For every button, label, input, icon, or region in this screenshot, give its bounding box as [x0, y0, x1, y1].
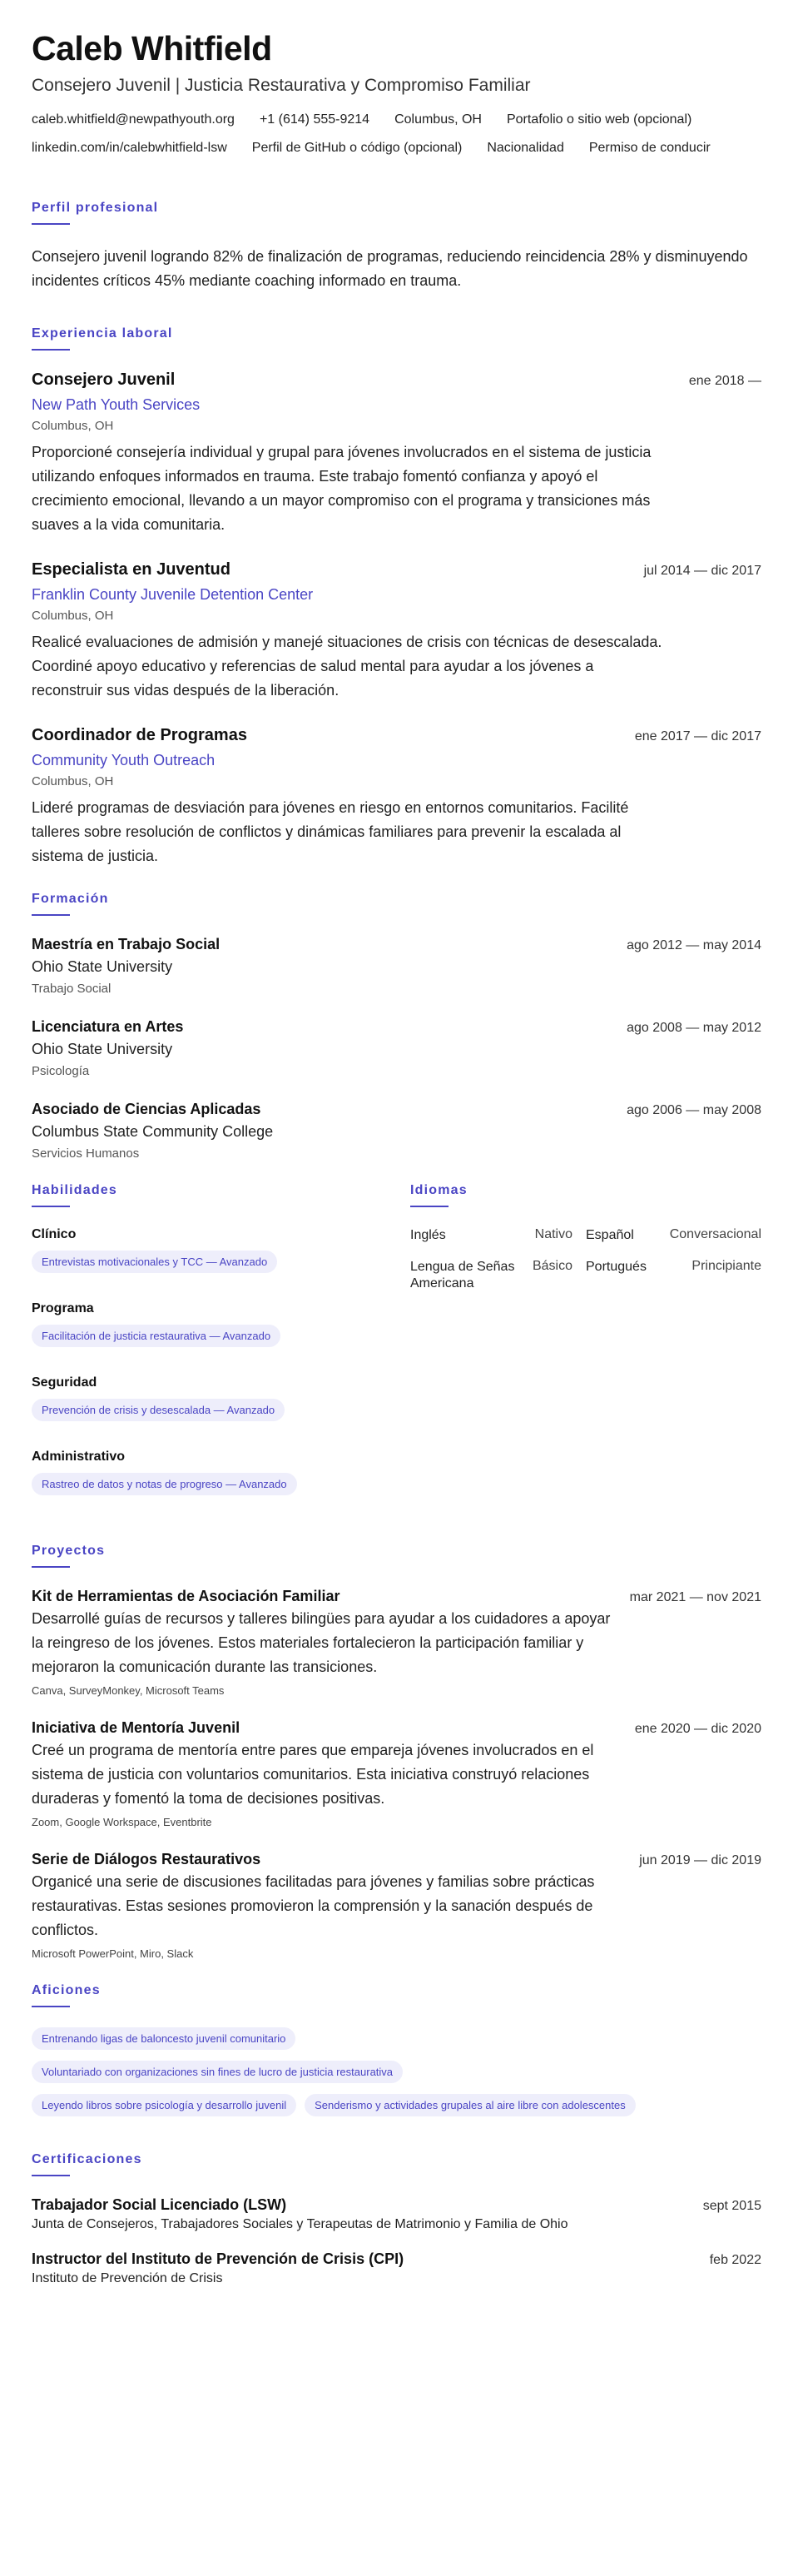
- language-item: [410, 1259, 586, 1292]
- language-item: [586, 1227, 761, 1244]
- hobby-chip: Senderismo y actividades grupales al aire libre con adolescentes: [305, 2094, 636, 2116]
- skill-group: [32, 1450, 410, 1504]
- skill-group: [32, 1375, 410, 1430]
- resume-header: [32, 30, 761, 169]
- section-divider: [32, 1566, 70, 1568]
- section-title: Aficiones: [32, 1983, 101, 1998]
- school-name: Ohio State University: [32, 958, 173, 976]
- language-name: Inglés: [410, 1228, 446, 1243]
- experience-item: [32, 370, 761, 537]
- projects-section: [32, 1544, 761, 1960]
- section-title: Perfil profesional: [32, 201, 159, 216]
- project-item: [32, 1851, 761, 1960]
- language-level: Principiante: [691, 1259, 761, 1274]
- contact-linkedin[interactable]: linkedin.com/in/calebwhitfield-lsw: [32, 141, 227, 156]
- education-item: [32, 936, 761, 996]
- summary-text: Consejero juvenil logrando 82% de finalización de programas, reduciendo reincidencia 28% y disminuyendo incidentes críticos 45% mediante coaching informado en trauma.: [32, 248, 748, 290]
- section-title: Habilidades: [32, 1183, 118, 1198]
- hobby-chip: Entrenando ligas de baloncesto juvenil comunitario: [32, 2027, 295, 2050]
- languages-section: [410, 1183, 761, 1524]
- school-name: Ohio State University: [32, 1041, 173, 1058]
- education-dates: ago 2008 — may 2012: [627, 1021, 761, 1036]
- section-divider: [32, 223, 70, 225]
- experience-item: [32, 560, 761, 703]
- experience-item: [32, 726, 761, 868]
- education-dates: ago 2012 — may 2014: [627, 938, 761, 953]
- contact-nationality: Nacionalidad: [487, 141, 564, 156]
- skills-section: [32, 1183, 410, 1524]
- language-level: Nativo: [534, 1227, 572, 1242]
- candidate-headline: Consejero Juvenil | Justicia Restaurativa y Compromiso Familiar: [32, 76, 531, 96]
- language-list: [410, 1227, 761, 1307]
- skills-languages-row: [32, 1183, 761, 1524]
- degree-title: Licenciatura en Artes: [32, 1018, 184, 1036]
- skill-category: Clínico: [32, 1227, 77, 1242]
- school-name: Columbus State Community College: [32, 1123, 274, 1141]
- project-name: Iniciativa de Mentoría Juvenil: [32, 1719, 240, 1737]
- skill-chip: Entrevistas motivacionales y TCC — Avanzado: [32, 1251, 277, 1273]
- summary-section: [32, 201, 761, 293]
- skill-group: [32, 1301, 410, 1355]
- section-divider: [32, 2175, 70, 2176]
- job-organization: Franklin County Juvenile Detention Center: [32, 586, 314, 604]
- contact-driving-license: Permiso de conducir: [588, 141, 711, 156]
- certification-item: [32, 2250, 761, 2286]
- job-location: Columbus, OH: [32, 419, 114, 434]
- project-tools: Canva, SurveyMonkey, Microsoft Teams: [32, 1684, 225, 1698]
- section-divider: [32, 349, 70, 351]
- field-of-study: Servicios Humanos: [32, 1146, 140, 1161]
- job-location: Columbus, OH: [32, 609, 114, 624]
- language-level: Conversacional: [669, 1227, 761, 1242]
- language-name: Español: [586, 1228, 634, 1243]
- hobbies-section: [32, 1983, 761, 2127]
- education-dates: ago 2006 — may 2008: [627, 1103, 761, 1118]
- hobby-chip-list: [32, 2027, 761, 2127]
- skill-category: Programa: [32, 1301, 94, 1316]
- job-dates: ene 2017 — dic 2017: [634, 729, 761, 744]
- job-title: Especialista en Juventud: [32, 560, 230, 579]
- hobby-chip: Leyendo libros sobre psicología y desarrollo juvenil: [32, 2094, 296, 2116]
- field-of-study: Psicología: [32, 1064, 90, 1079]
- section-divider: [32, 2006, 70, 2007]
- contact-github[interactable]: Perfil de GitHub o código (opcional): [251, 141, 463, 156]
- section-title: Idiomas: [410, 1183, 468, 1198]
- section-title: Certificaciones: [32, 2152, 142, 2167]
- project-description: Organicé una serie de discusiones facilitadas para jóvenes y familias sobre prácticas restaurativas. Estas sesiones promovieron la comprensión y la sanación después de conflictos.: [32, 1873, 595, 1939]
- experience-section: [32, 326, 761, 868]
- skill-chip: Prevención de crisis y desescalada — Avanzado: [32, 1399, 285, 1421]
- job-description: Realicé evaluaciones de admisión y manejé situaciones de crisis con técnicas de desescalada. Coordiné apoyo educativo y referencias de salud mental para ayudar a los jóvenes a reconstruir sus vidas después de la liberación.: [32, 634, 662, 699]
- language-item: [586, 1259, 761, 1292]
- project-name: Serie de Diálogos Restaurativos: [32, 1851, 261, 1868]
- job-organization: Community Youth Outreach: [32, 752, 216, 769]
- project-dates: jun 2019 — dic 2019: [639, 1853, 761, 1868]
- job-dates: jul 2014 — dic 2017: [643, 564, 761, 579]
- contact-phone[interactable]: +1 (614) 555-9214: [259, 112, 370, 127]
- skill-group: [32, 1227, 410, 1281]
- hobby-chip: Voluntariado con organizaciones sin fines de lucro de justicia restaurativa: [32, 2061, 403, 2083]
- field-of-study: Trabajo Social: [32, 982, 112, 997]
- project-tools: Microsoft PowerPoint, Miro, Slack: [32, 1947, 194, 1961]
- section-divider: [410, 1206, 449, 1207]
- education-item: [32, 1101, 761, 1161]
- skill-chip: Facilitación de justicia restaurativa — Avanzado: [32, 1325, 280, 1347]
- language-level: Básico: [532, 1259, 572, 1274]
- job-organization: New Path Youth Services: [32, 396, 201, 414]
- project-description: Desarrollé guías de recursos y talleres bilingües para ayudar a los cuidadores a apoyar la reingreso de los jóvenes. Estos materiales fortalecieron la participación familiar y mejoraron la comunicación durante las transiciones.: [32, 1610, 611, 1676]
- job-description: Proporcioné consejería individual y grupal para jóvenes involucrados en el sistema de justicia utilizando enfoques informados en trauma. Este trabajo fomentó confianza y apoyó el crecimiento emocional, llevando a un mayor compromiso con el programa y transiciones más suaves a la vida comunitaria.: [32, 444, 652, 534]
- degree-title: Asociado de Ciencias Aplicadas: [32, 1101, 261, 1118]
- degree-title: Maestría en Trabajo Social: [32, 936, 221, 953]
- project-item: [32, 1719, 761, 1828]
- skill-category: Seguridad: [32, 1375, 97, 1390]
- contact-location: Columbus, OH: [394, 112, 482, 127]
- project-dates: ene 2020 — dic 2020: [634, 1722, 761, 1737]
- contact-list: [32, 112, 761, 169]
- contact-email[interactable]: caleb.whitfield@newpathyouth.org: [32, 112, 235, 127]
- certification-name: Trabajador Social Licenciado (LSW): [32, 2196, 287, 2214]
- skill-chip: Rastreo de datos y notas de progreso — Avanzado: [32, 1473, 297, 1495]
- job-title: Consejero Juvenil: [32, 370, 176, 390]
- certification-issuer: Instituto de Prevención de Crisis: [32, 2271, 223, 2286]
- project-name: Kit de Herramientas de Asociación Familiar: [32, 1588, 340, 1605]
- skill-category: Administrativo: [32, 1450, 126, 1465]
- section-title: Experiencia laboral: [32, 326, 173, 341]
- certifications-section: [32, 2152, 761, 2286]
- project-tools: Zoom, Google Workspace, Eventbrite: [32, 1816, 212, 1829]
- language-item: [410, 1227, 586, 1244]
- section-title: Proyectos: [32, 1544, 106, 1559]
- education-item: [32, 1018, 761, 1078]
- certification-date: feb 2022: [709, 2253, 761, 2268]
- education-section: [32, 892, 761, 1161]
- project-item: [32, 1588, 761, 1697]
- job-description: Lideré programas de desviación para jóvenes en riesgo en entornos comunitarios. Facilité talleres sobre resolución de conflictos y dinámicas familiares para prevenir la escalada al sistema de justicia.: [32, 799, 629, 865]
- job-dates: ene 2018 —: [688, 374, 761, 389]
- language-name: Lengua de Señas Americana: [410, 1260, 515, 1291]
- section-divider: [32, 914, 70, 916]
- section-divider: [32, 1206, 70, 1207]
- contact-portfolio[interactable]: Portafolio o sitio web (opcional): [506, 112, 692, 127]
- language-name: Portugués: [586, 1260, 647, 1275]
- job-title: Coordinador de Programas: [32, 726, 247, 745]
- project-description: Creé un programa de mentoría entre pares que empareja jóvenes involucrados en el sistema de justicia con voluntarios comunitarios. Esta iniciativa construyó relaciones duraderas y fomentó la toma de decisiones positivas.: [32, 1742, 594, 1808]
- certification-item: [32, 2196, 761, 2232]
- certification-issuer: Junta de Consejeros, Trabajadores Sociales y Terapeutas de Matrimonio y Familia de Ohio: [32, 2217, 568, 2232]
- certification-date: sept 2015: [702, 2199, 761, 2214]
- certification-name: Instructor del Instituto de Prevención de Crisis (CPI): [32, 2250, 404, 2268]
- candidate-name: Caleb Whitfield: [32, 29, 272, 67]
- job-location: Columbus, OH: [32, 774, 114, 789]
- section-title: Formación: [32, 892, 109, 907]
- project-dates: mar 2021 — nov 2021: [629, 1590, 761, 1605]
